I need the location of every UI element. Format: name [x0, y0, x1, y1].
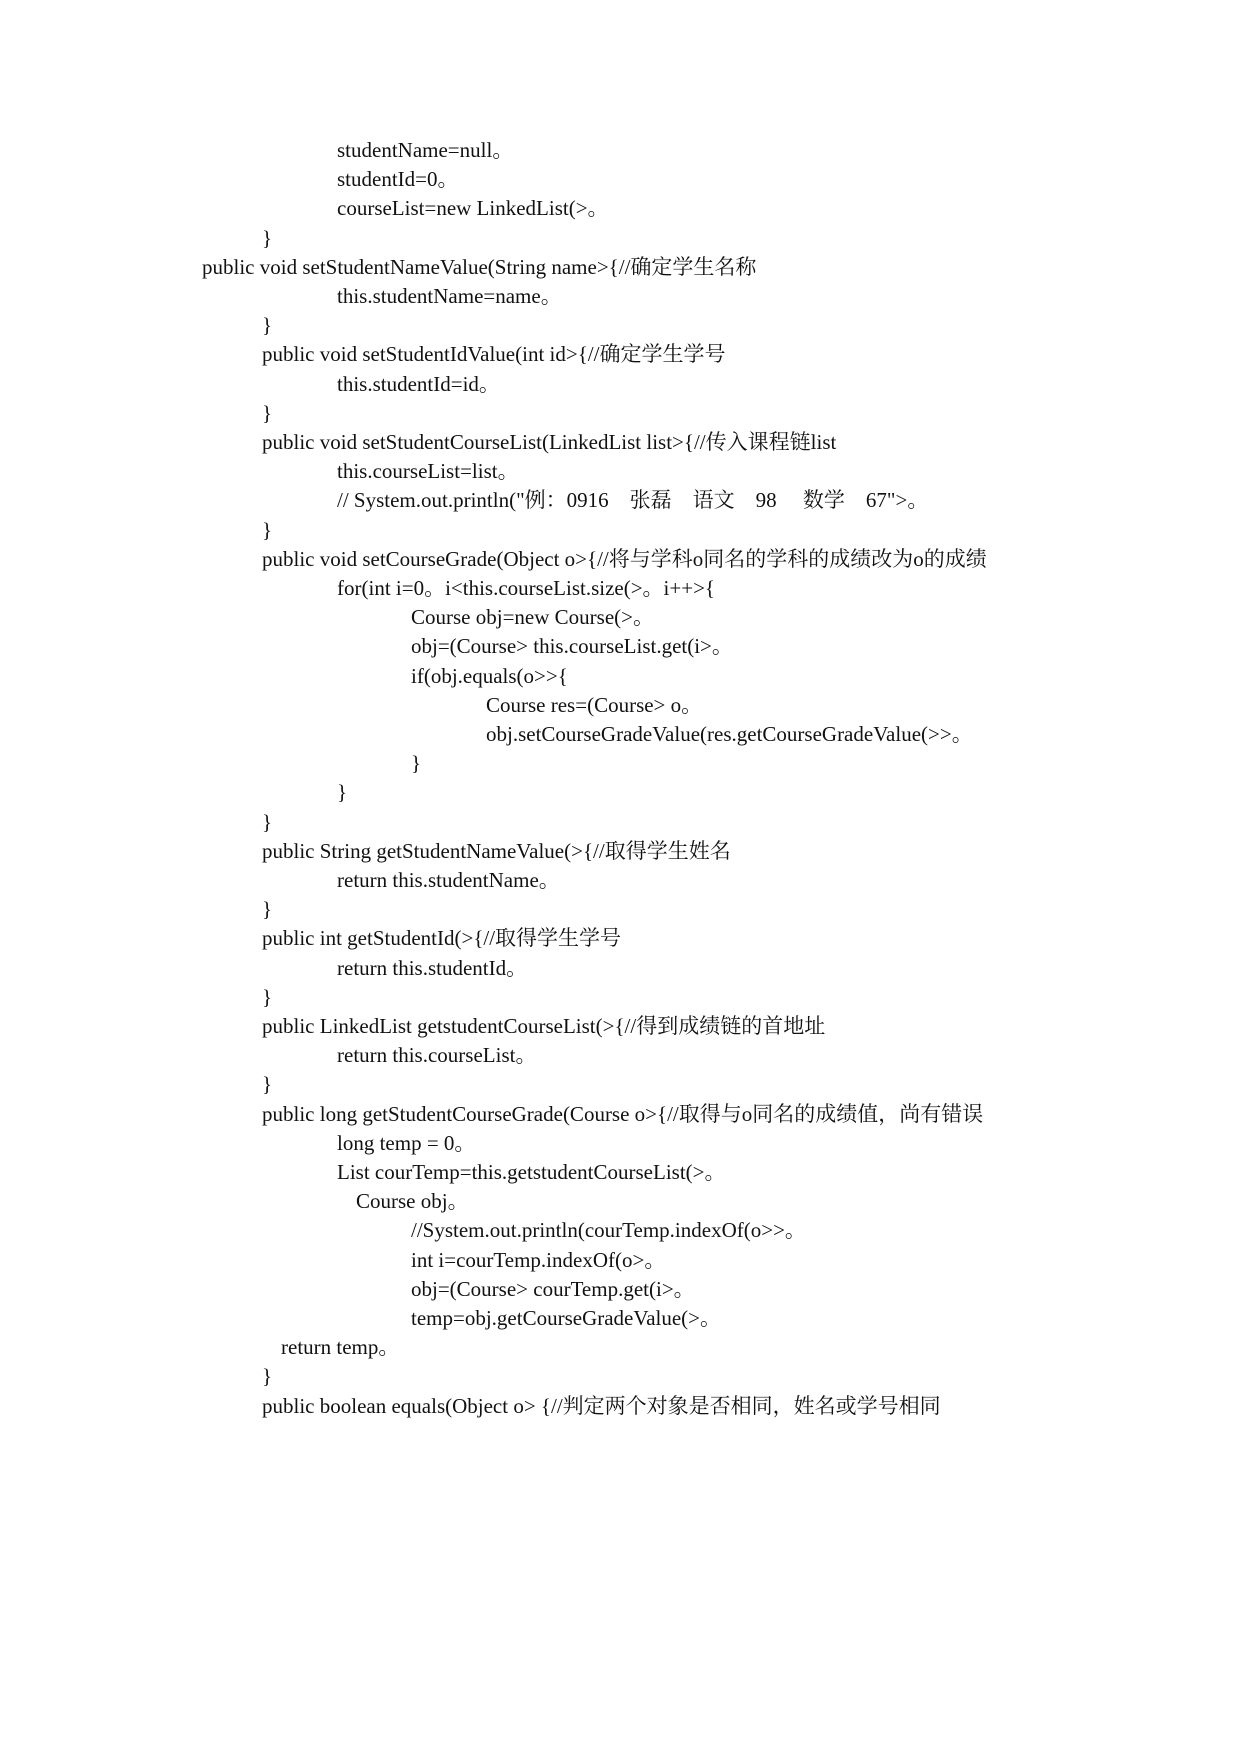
code-line: int i=courTemp.indexOf(o>。 [411, 1247, 666, 1272]
code-line: if(obj.equals(o>>{ [411, 663, 568, 688]
code-line: } [262, 1364, 273, 1389]
code-line: List courTemp=this.getstudentCourseList(>。 [337, 1160, 726, 1184]
code-line: } [262, 313, 273, 338]
code-line: public void setStudentCourseList(LinkedList list>{//传入课程链list [262, 430, 837, 454]
code-line: public void setCourseGrade(Object o>{//将与学科o同名的学科的成绩改为o的成绩 [262, 546, 987, 571]
code-line: } [262, 984, 273, 1009]
code-line: return this.studentId。 [337, 955, 528, 980]
code-line: public boolean equals(Object o> {//判定两个对象是否相同，姓名或学号相同 [262, 1393, 941, 1418]
code-line: public String getStudentNameValue(>{//取得学生姓名 [262, 838, 731, 863]
code-line: public long getStudentCourseGrade(Course o>{//取得与o同名的成绩值，尚有错误 [262, 1101, 984, 1126]
code-line: this.courseList=list。 [337, 459, 519, 484]
code-line: Course res=(Course> o。 [486, 692, 703, 717]
code-line: Course obj=new Course(>。 [411, 605, 654, 630]
code-line: } [262, 517, 273, 542]
code-line: temp=obj.getCourseGradeValue(>。 [411, 1306, 722, 1330]
code-line: public int getStudentId(>{//取得学生学号 [262, 926, 622, 951]
code-line: //System.out.println(courTemp.indexOf(o>>。 [411, 1218, 806, 1243]
code-line: // System.out.println("例：0916 张磊 语文 98 数学 67">。 [337, 488, 929, 513]
code-line: courseList=new LinkedList(>。 [337, 196, 609, 221]
code-line: } [262, 897, 273, 922]
code-line: return temp。 [281, 1335, 400, 1360]
code-line: Course obj。 [356, 1189, 469, 1214]
code-line: } [262, 225, 273, 250]
code-line: } [262, 809, 273, 834]
code-line: obj=(Course> courTemp.get(i>。 [411, 1276, 695, 1301]
code-line: obj.setCourseGradeValue(res.getCourseGradeValue(>>。 [486, 722, 973, 746]
code-line: for(int i=0。i<this.courseList.size(>。i++>{ [337, 576, 715, 600]
code-line: obj=(Course> this.courseList.get(i>。 [411, 634, 733, 659]
code-line: } [262, 400, 273, 425]
code-line: this.studentName=name。 [337, 284, 562, 308]
code-line: return this.studentName。 [337, 868, 560, 892]
code-line: } [411, 751, 422, 776]
code-line: long temp = 0。 [337, 1130, 476, 1155]
code-line: return this.courseList。 [337, 1043, 537, 1068]
code-line: public void setStudentIdValue(int id>{//确定学生学号 [262, 342, 726, 367]
code-line: studentId=0。 [337, 167, 459, 192]
code-line: this.studentId=id。 [337, 371, 500, 396]
code-line: } [262, 1072, 273, 1097]
code-line: studentName=null。 [337, 138, 514, 162]
code-line: public LinkedList getstudentCourseList(>{//得到成绩链的首地址 [262, 1014, 826, 1038]
code-line: public void setStudentNameValue(String name>{//确定学生名称 [202, 254, 757, 279]
code-line: } [337, 780, 348, 805]
